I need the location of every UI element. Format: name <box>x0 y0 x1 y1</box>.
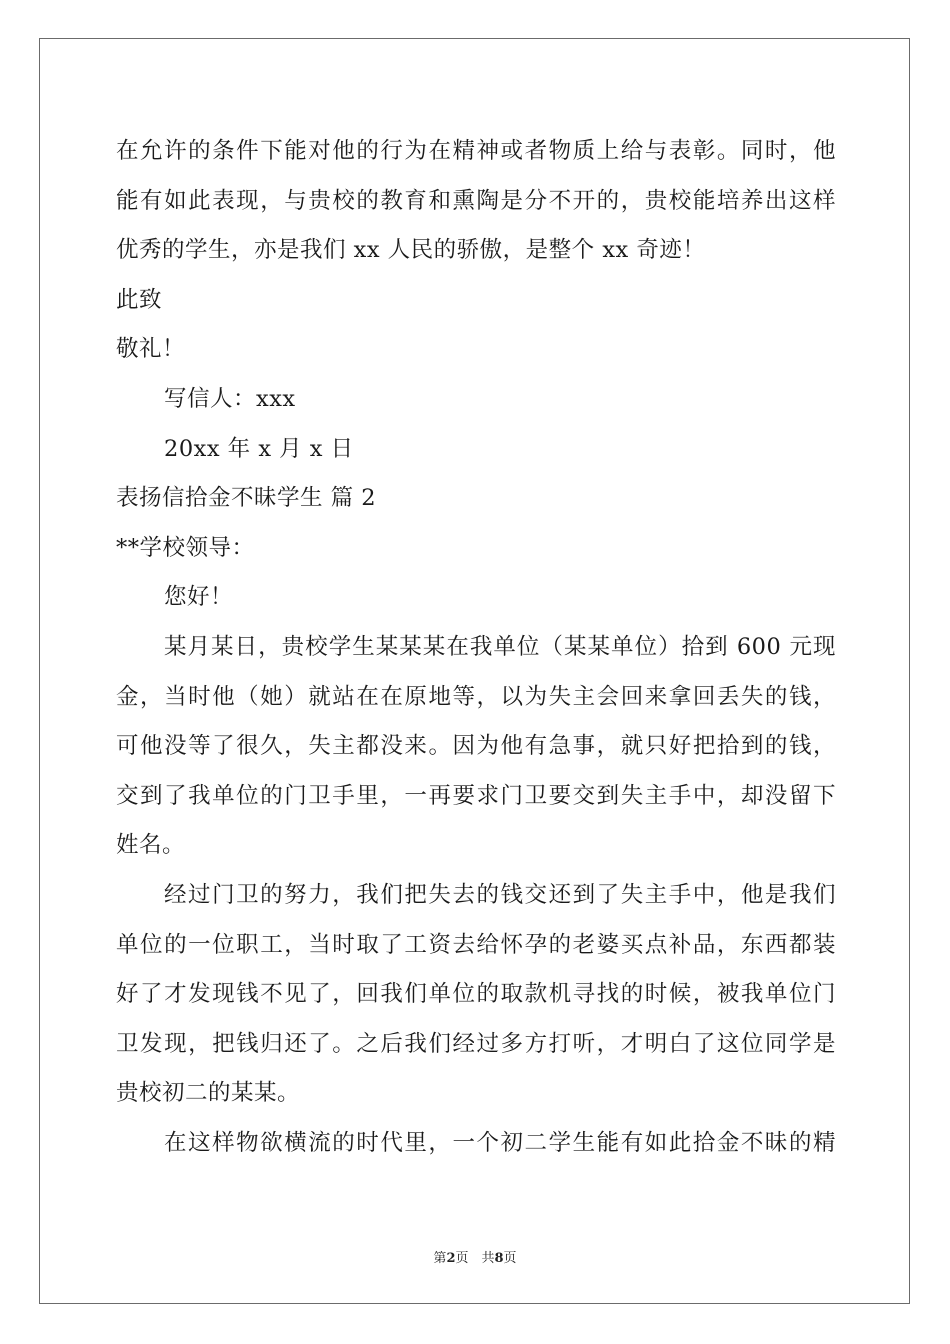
letter-greeting: 您好！ <box>164 584 234 611</box>
total-page-number: 8 <box>494 1251 504 1266</box>
paragraph-1-line-3: 可他没等了很久，失主都没来。因为他有急事，就只好把拾到的钱， <box>116 733 836 760</box>
text-line-3: 优秀的学生，亦是我们 xx 人民的骄傲，是整个 xx 奇迹！ <box>116 237 706 264</box>
page-suffix: 页 <box>503 1251 517 1266</box>
paragraph-3-line-1: 在这样物欲横流的时代里，一个初二学生能有如此拾金不昧的精 <box>164 1129 836 1156</box>
paragraph-2-line-2: 单位的一位职工，当时取了工资去给怀孕的老婆买点补品，东西都装 <box>116 931 836 958</box>
paragraph-1-line-1: 某月某日，贵校学生某某某在我单位（某某单位）拾到 600 元现 <box>164 633 836 660</box>
current-page-number: 2 <box>446 1251 456 1266</box>
letter-date: 20xx 年 x 月 x 日 <box>164 435 354 462</box>
page-footer <box>0 1247 950 1266</box>
paragraph-2-line-4: 卫发现，把钱归还了。之后我们经过多方打听，才明白了这位同学是 <box>116 1030 836 1057</box>
page-mid: 页 共 <box>455 1251 495 1266</box>
section-heading: 表扬信拾金不昧学生 篇 2 <box>116 485 377 512</box>
document-body <box>116 127 836 1168</box>
page-prefix: 第 <box>433 1251 447 1266</box>
closing-respect: 敬礼！ <box>116 336 186 363</box>
letter-recipient: **学校领导： <box>116 534 255 561</box>
letter-writer: 写信人：xxx <box>164 385 296 412</box>
text-line-1: 在允许的条件下能对他的行为在精神或者物质上给与表彰。同时，他 <box>116 138 836 164</box>
paragraph-2-line-3: 好了才发现钱不见了，回我们单位的取款机寻找的时候，被我单位门 <box>116 981 836 1008</box>
closing-salutation: 此致 <box>116 286 163 313</box>
paragraph-2-line-5: 贵校初二的某某。 <box>116 1080 301 1107</box>
text-line-2: 能有如此表现，与贵校的教育和熏陶是分不开的，贵校能培养出这样 <box>116 187 836 214</box>
paragraph-1-line-4: 交到了我单位的门卫手里，一再要求门卫要交到失主手中，却没留下 <box>116 782 836 809</box>
paragraph-1-line-5: 姓名。 <box>116 832 186 859</box>
paragraph-2-line-1: 经过门卫的努力，我们把失去的钱交还到了失主手中，他是我们 <box>164 881 836 908</box>
paragraph-1-line-2: 金，当时他（她）就站在在原地等，以为失主会回来拿回丢失的钱， <box>116 683 836 710</box>
